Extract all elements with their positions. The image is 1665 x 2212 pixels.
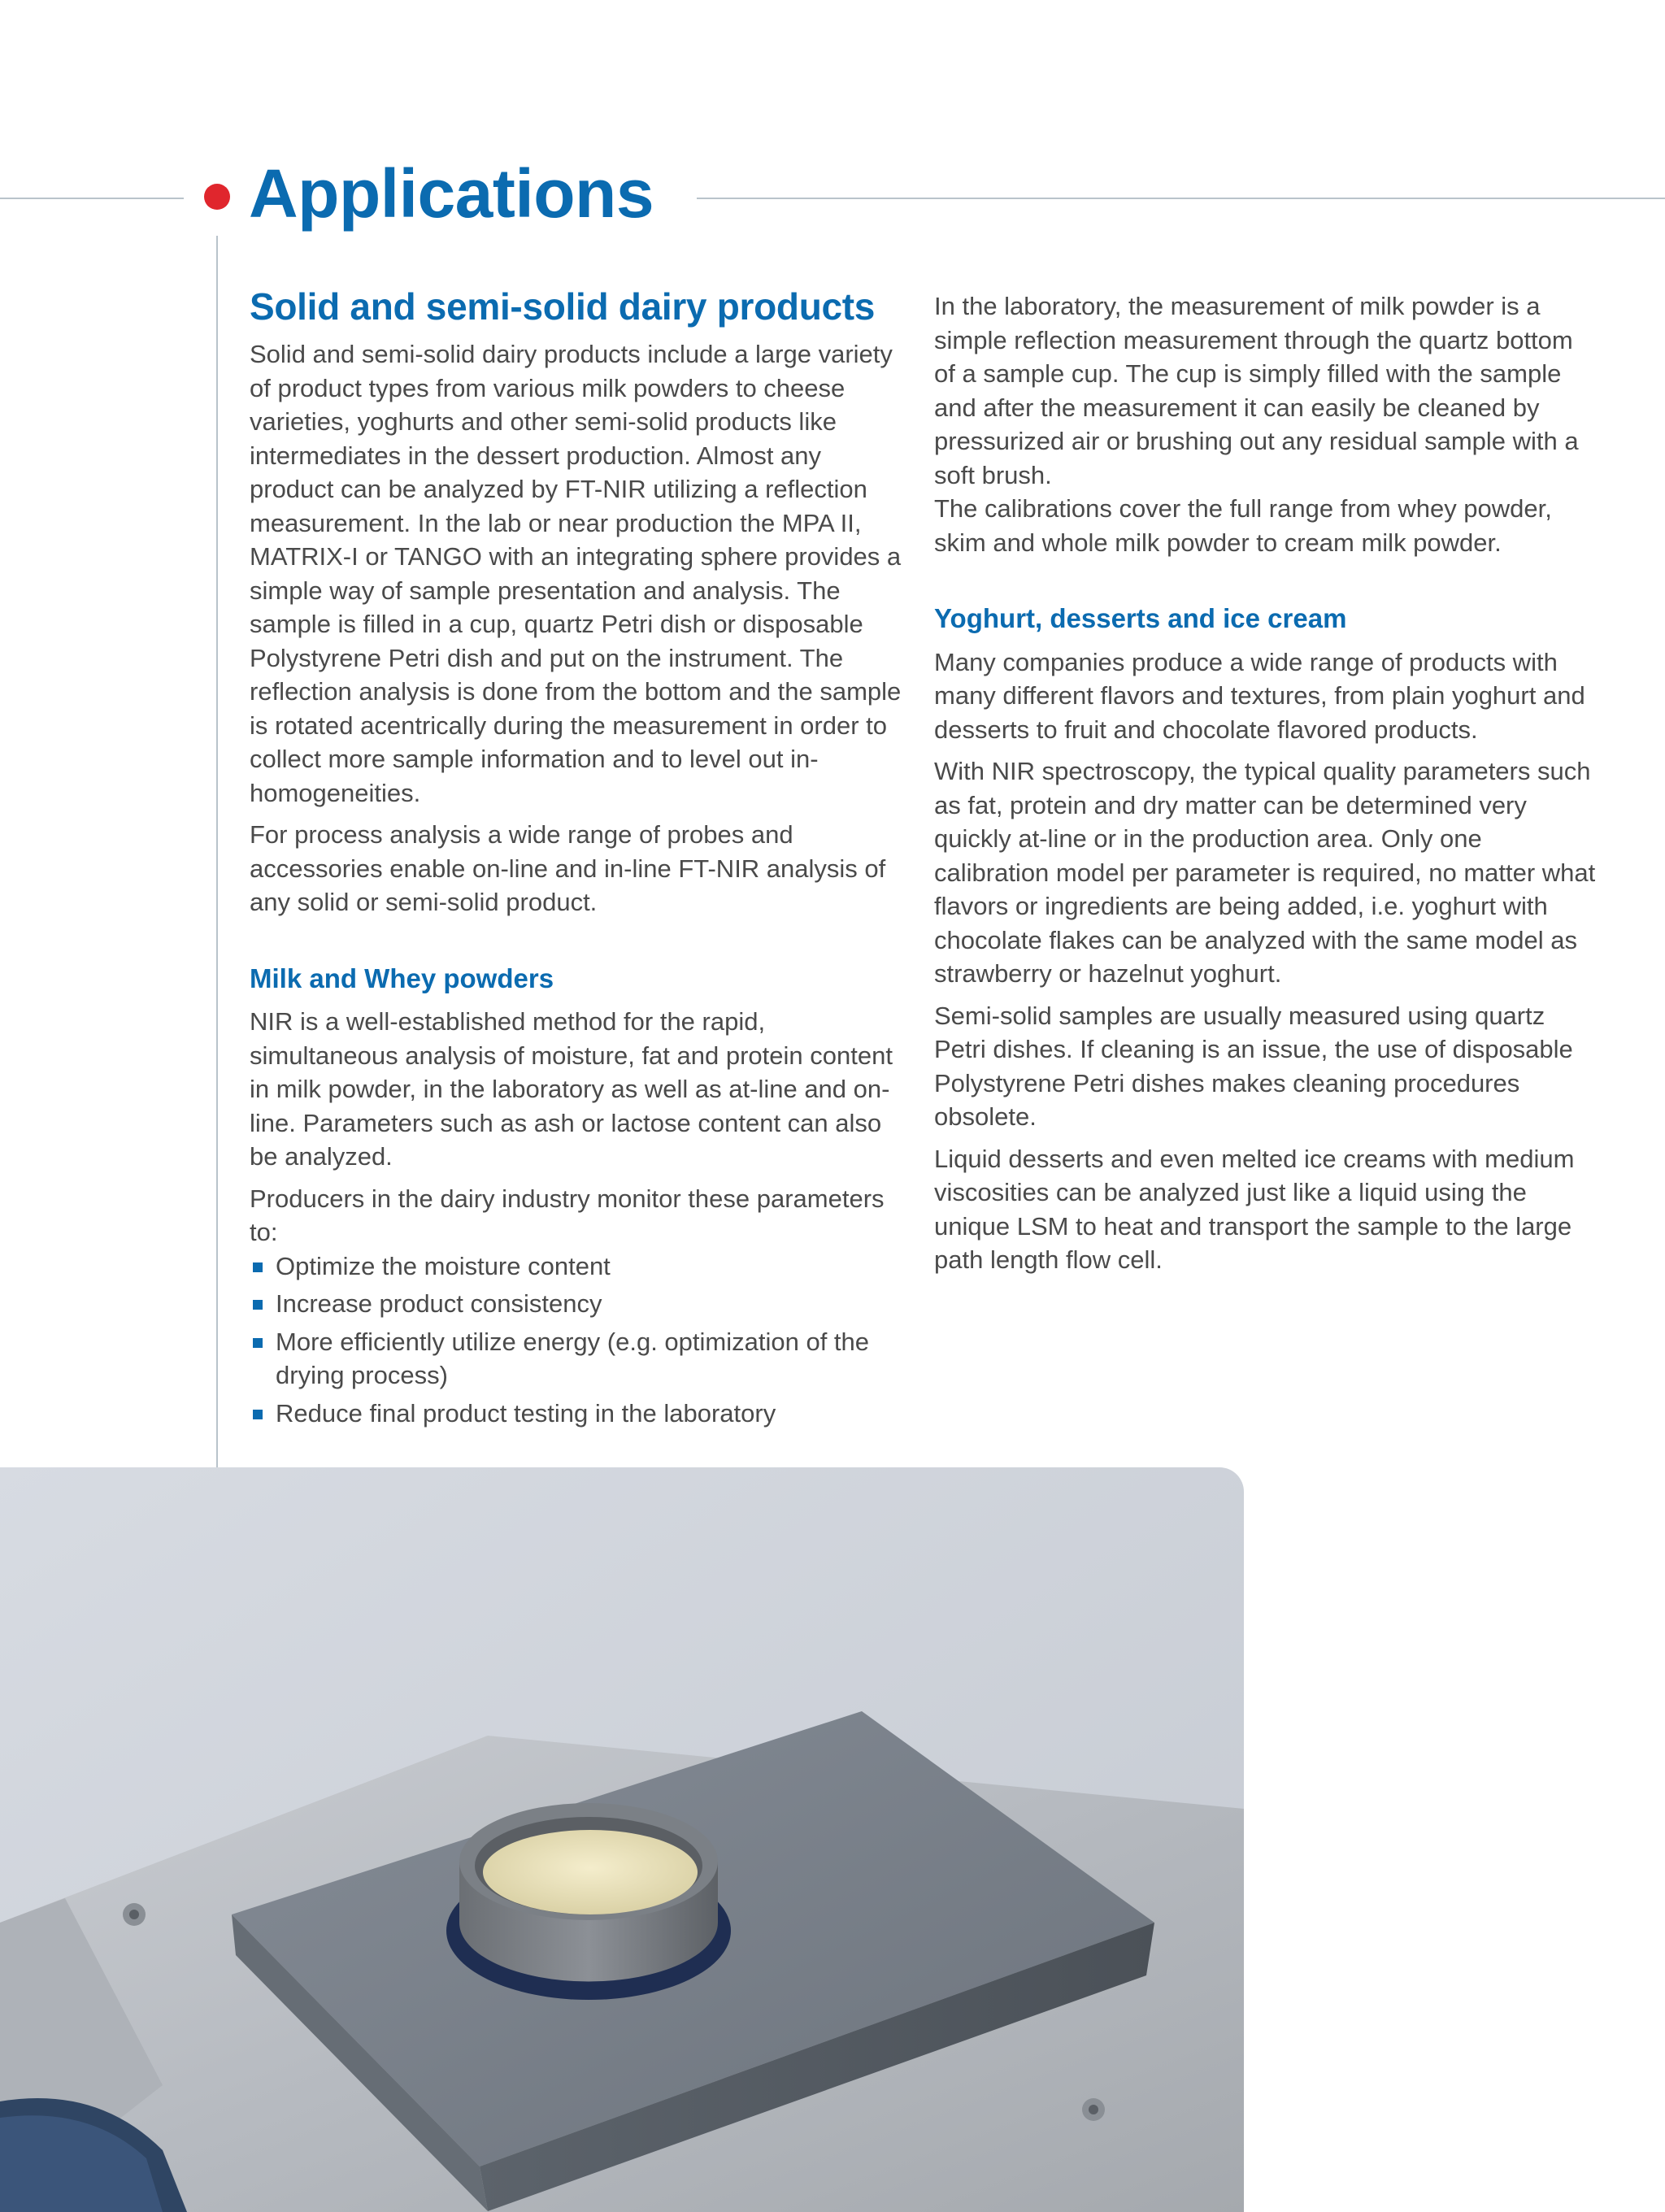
sub-heading-yoghurt: Yoghurt, desserts and ice cream xyxy=(934,603,1347,633)
paragraph: Semi-solid samples are usually measured using quartz Petri dishes. If cleaning is an issue, the use of disposable Polystyrene Petri dishes makes cleaning procedures obsolete. xyxy=(934,1001,1573,1132)
list-item: More efficiently utilize energy (e.g. optimization of the drying process) xyxy=(250,1325,904,1393)
header-rule-right xyxy=(697,198,1665,199)
right-column xyxy=(934,289,1601,1285)
section-heading-dairy: Solid and semi-solid dairy products xyxy=(250,285,876,328)
square-bullet-icon xyxy=(253,1300,263,1310)
paragraph: For process analysis a wide range of probes and accessories enable on-line and in-line FT-NIR analysis of any solid or semi-solid product. xyxy=(250,820,886,917)
paragraph: Many companies produce a wide range of products with many different flavors and textures, from plain yoghurt and desserts to fruit and chocolate flavored products. xyxy=(934,647,1585,744)
bullet-list xyxy=(250,1249,904,1431)
left-column xyxy=(250,285,904,1434)
paragraph: Liquid desserts and even melted ice creams with medium viscosities can be analyzed just like a liquid using the unique LSM to heat and transport the sample to the large path length flow cell. xyxy=(934,1144,1575,1275)
list-item: Reduce final product testing in the laboratory xyxy=(250,1397,904,1431)
paragraph: The calibrations cover the full range from whey powder, skim and whole milk powder to cream milk powder. xyxy=(934,494,1552,557)
list-item: Increase product consistency xyxy=(250,1287,904,1321)
paragraph: Solid and semi-solid dairy products include a large variety of product types from various milk powders to cheese varieties, yoghurts and other semi-solid products like intermediates in the dessert production. Almost any product can be analyzed by FT-NIR utilizing a reflection measurement. In the lab or near production the MPA II, MATRIX-I or TANGO with an integrating sphere provides a simple way of sample presentation and analysis. The sample is filled in a cup, quartz Petri dish or disposable Polystyrene Petri dish and put on the instrument. The reflection analysis is done from the bottom and the sample is rotated acentrically during the measurement in order to collect more sample information and to level out in-homogeneities. xyxy=(250,340,902,807)
column-rule-vertical xyxy=(216,236,218,1467)
sub-heading-milk-whey: Milk and Whey powders xyxy=(250,963,554,993)
list-item: Optimize the moisture content xyxy=(250,1249,904,1284)
square-bullet-icon xyxy=(253,1338,263,1348)
instrument-photo xyxy=(0,1467,1244,2212)
paragraph: In the laboratory, the measurement of milk powder is a simple reflection measurement through the quartz bottom of a sample cup. The cup is simply filled with the sample and after the measurement it can easily be cleaned by pressurized air or brushing out any residual sample with a soft brush. xyxy=(934,292,1579,489)
paragraph: NIR is a well-established method for the rapid, simultaneous analysis of moisture, fat and protein content in milk powder, in the laboratory as well as at-line and on-line. Parameters such as ash or lactose content can also be analyzed. xyxy=(250,1007,893,1171)
square-bullet-icon xyxy=(253,1410,263,1419)
paragraph: With NIR spectroscopy, the typical quality parameters such as fat, protein and dry matter can be determined very quickly at-line or in the production area. Only one calibration model per parameter is required, no matter what flavors or ingredients are being added, i.e. yoghurt with chocolate flakes can be analyzed with the same model as strawberry or hazelnut yoghurt. xyxy=(934,757,1596,989)
title-bullet-dot xyxy=(204,184,230,210)
header-rule-left xyxy=(0,198,184,199)
paragraph: Producers in the dairy industry monitor these parameters to: xyxy=(250,1184,885,1247)
page-title: Applications xyxy=(249,155,654,232)
square-bullet-icon xyxy=(253,1262,263,1272)
